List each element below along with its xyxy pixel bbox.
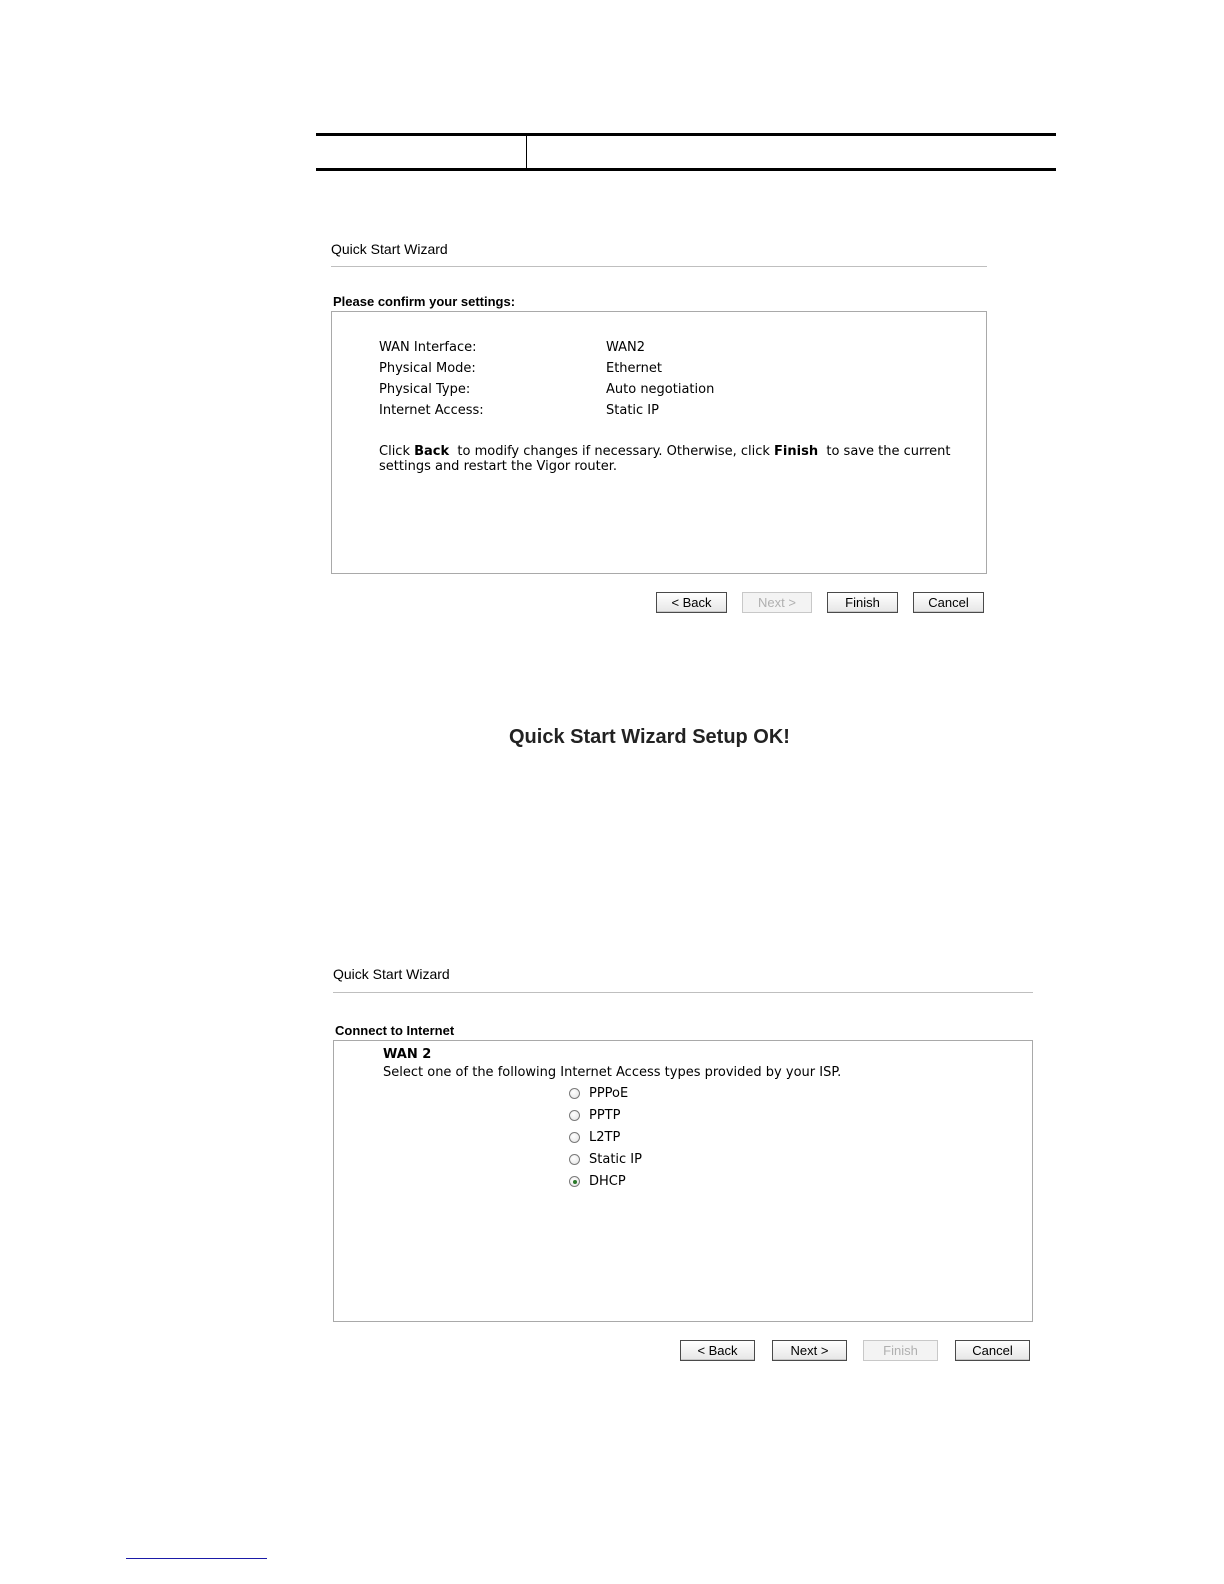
- wizard1-title: Quick Start Wizard: [331, 241, 448, 257]
- setting-value-physical-mode: Ethernet: [606, 361, 662, 376]
- note-back-word: Back: [414, 444, 450, 459]
- header-table-top-rule: [316, 133, 1056, 136]
- radio-label-l2tp[interactable]: L2TP: [589, 1130, 621, 1145]
- wizard1-note-line2: settings and restart the Vigor router.: [379, 459, 618, 474]
- footer-link-underline: [126, 1558, 267, 1559]
- setting-label-physical-type: Physical Type:: [379, 382, 471, 397]
- note-text-click: Click: [379, 444, 415, 459]
- wizard2-finish-button: Finish: [863, 1340, 938, 1361]
- wizard2-access-panel: [333, 1040, 1033, 1322]
- radio-label-dhcp[interactable]: DHCP: [589, 1174, 626, 1189]
- wizard2-title: Quick Start Wizard: [333, 966, 450, 982]
- wizard2-next-button[interactable]: Next >: [772, 1340, 847, 1361]
- wizard1-title-separator: [331, 266, 987, 267]
- setting-value-internet-access: Static IP: [606, 403, 659, 418]
- wizard1-section-label: Please confirm your settings:: [333, 294, 516, 309]
- wizard1-back-button[interactable]: < Back: [656, 592, 727, 613]
- header-table-bottom-rule: [316, 168, 1056, 171]
- setting-value-wan-interface: WAN2: [606, 340, 646, 355]
- setting-label-wan-interface: WAN Interface:: [379, 340, 477, 355]
- radio-pptp[interactable]: [569, 1110, 580, 1121]
- wan-label: WAN 2: [383, 1047, 432, 1062]
- radio-l2tp[interactable]: [569, 1132, 580, 1143]
- radio-dhcp[interactable]: [569, 1176, 580, 1187]
- setup-ok-message: Quick Start Wizard Setup OK!: [509, 726, 790, 748]
- radio-label-static-ip[interactable]: Static IP: [589, 1152, 642, 1167]
- radio-static-ip[interactable]: [569, 1154, 580, 1165]
- wizard1-finish-button[interactable]: Finish: [827, 592, 898, 613]
- wizard2-section-label: Connect to Internet: [335, 1023, 455, 1038]
- wizard2-instruction: Select one of the following Internet Access types provided by your ISP.: [383, 1065, 842, 1080]
- note-text-save: to save the current: [818, 444, 951, 459]
- setting-label-internet-access: Internet Access:: [379, 403, 484, 418]
- header-table-divider: [526, 136, 527, 169]
- setting-value-physical-type: Auto negotiation: [606, 382, 715, 397]
- radio-label-pppoe[interactable]: PPPoE: [589, 1086, 629, 1101]
- wizard2-cancel-button[interactable]: Cancel: [955, 1340, 1030, 1361]
- radio-pppoe[interactable]: [569, 1088, 580, 1099]
- wizard2-title-separator: [333, 992, 1033, 993]
- wizard1-next-button: Next >: [742, 592, 812, 613]
- note-text-modify: to modify changes if necessary. Otherwise, click: [449, 444, 775, 459]
- wizard1-note-line1: [379, 444, 979, 459]
- radio-label-pptp[interactable]: PPTP: [589, 1108, 621, 1123]
- wizard2-back-button[interactable]: < Back: [680, 1340, 755, 1361]
- wizard1-settings-panel: [331, 311, 987, 574]
- note-finish-word: Finish: [774, 444, 819, 459]
- setting-label-physical-mode: Physical Mode:: [379, 361, 476, 376]
- wizard1-cancel-button[interactable]: Cancel: [913, 592, 984, 613]
